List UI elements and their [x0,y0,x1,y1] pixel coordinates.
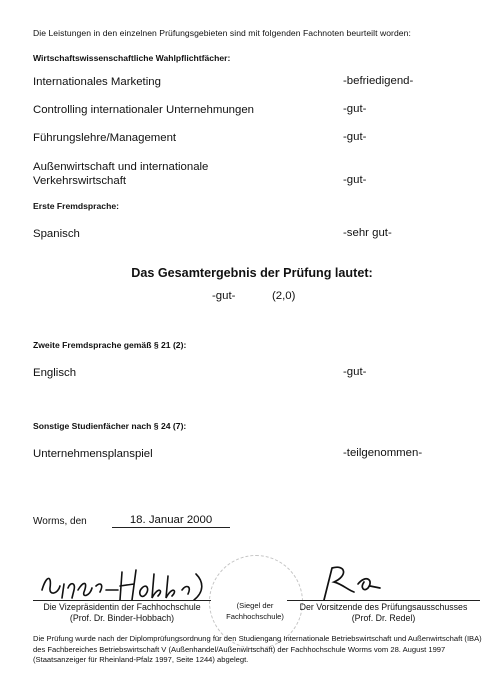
subject-grade: -gut- [343,131,367,143]
subject-grade: -gut- [343,103,367,115]
left-signatory-name: (Prof. Dr. Binder-Hobbach) [69,613,175,623]
overall-title: Das Gesamtergebnis der Prüfung lautet: [131,266,373,280]
vice-president-signature [38,568,208,604]
subject-name: Außenwirtschaft und internationale [33,161,209,173]
subject-grade: -befriedigend- [343,75,414,87]
subject-name: Unternehmensplanspiel [33,448,153,460]
chairman-signature [318,562,388,602]
subject-grade: -gut- [343,174,367,186]
seal-label-line2: Fachhochschule) [226,612,284,621]
intro-text: Die Leistungen in den einzelnen Prüfungsgebieten sind mit folgenden Fachnoten beurteilt worden: [33,28,411,38]
overall-score: (2,0) [272,290,296,302]
subject-name: Englisch [33,367,77,379]
subject-name: Führungslehre/Management [33,132,177,144]
subject-grade: -gut- [343,366,367,378]
seal-label-line1: (Siegel der [236,601,274,610]
subject-name-line2: Verkehrswirtschaft [33,175,127,187]
signature-line-left [33,600,211,601]
right-signatory-title: Der Vorsitzende des Prüfungsausschusses [299,602,468,612]
subject-name: Internationales Marketing [33,76,161,88]
footer-legal-note: Die Prüfung wurde nach der Diplomprüfungsordnung für den Studiengang Internationale Betriebswirtschaft und Außenwirtschaft (IBA) des Fachbereiches Betriebswirtschaft V (Außenhandel/Außenwirtschaft) der Fachhochschule Worms vom 28. August 1997 (Staatsanzeiger für Rheinland-Pfalz 1997, Seite 1244) abgelegt. [33,634,482,665]
subject-grade: -teilgenommen- [343,447,423,459]
subject-name: Controlling internationaler Unternehmungen [33,104,254,116]
signature-line-right [287,600,480,601]
right-signatory-name: (Prof. Dr. Redel) [351,613,416,623]
heading-language2: Zweite Fremdsprache gemäß § 21 (2): [33,340,187,350]
overall-grade: -gut- [212,290,236,302]
issue-date: 18. Januar 2000 [112,514,230,528]
heading-language1: Erste Fremdsprache: [33,201,119,211]
heading-other: Sonstige Studienfächer nach § 24 (7): [33,421,187,431]
subject-name: Spanisch [33,228,80,240]
subject-grade: -sehr gut- [343,227,392,239]
left-signatory-title: Die Vizepräsidentin der Fachhochschule [43,602,201,612]
place-label: Worms, den [33,516,87,527]
heading-elective: Wirtschaftswissenschaftliche Wahlpflichtfächer: [33,53,231,63]
